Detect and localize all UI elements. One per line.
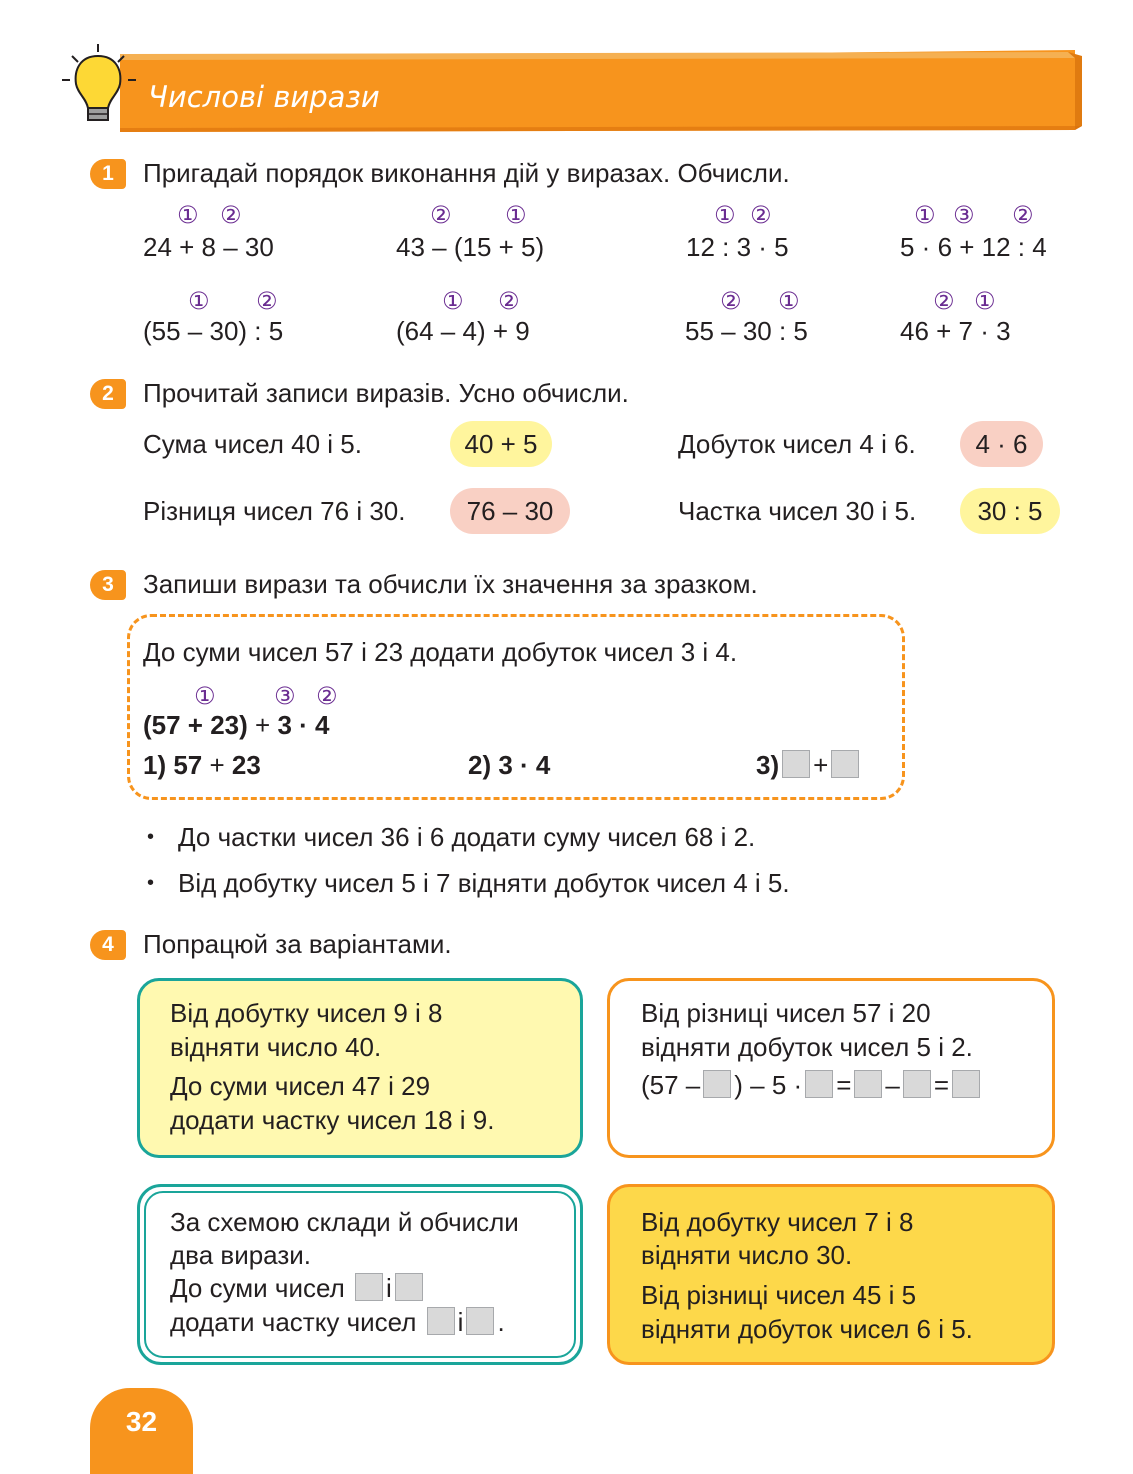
- order-mark: ②: [933, 287, 955, 315]
- bullet-text: Від добутку чисел 5 і 7 відняти добуток чисел 4 і 5.: [178, 868, 790, 898]
- card-line: відняти число 30.: [641, 1240, 853, 1270]
- card-line: До суми чисел 47 і 29: [170, 1071, 431, 1101]
- order-mark: ③: [953, 201, 975, 229]
- order-mark: ②: [430, 201, 452, 229]
- card-line: два вирази.: [170, 1240, 312, 1270]
- bullet-text: До частки чисел 36 і 6 додати суму чисел 68 і 2.: [178, 822, 756, 852]
- expression-pill: 4 · 6: [960, 421, 1043, 467]
- task2-instruction: Прочитай записи виразів. Усно обчисли.: [143, 378, 629, 408]
- order-mark: ①: [714, 201, 736, 229]
- card-line: За схемою склади й обчисли: [170, 1207, 519, 1237]
- expression: 43 – (15 + 5): [396, 232, 545, 262]
- task-number-4: 4: [90, 930, 126, 960]
- answer-box[interactable]: [782, 750, 810, 778]
- order-mark: ②: [220, 201, 242, 229]
- answer-box[interactable]: [355, 1273, 383, 1301]
- order-mark: ①: [188, 287, 210, 315]
- order-mark: ①: [505, 201, 527, 229]
- order-mark: ①: [194, 682, 216, 710]
- card-formula: (57 – ) – 5 · = – =: [641, 1070, 983, 1100]
- expression-pill: 76 – 30: [450, 488, 570, 534]
- page-title: Числові вирази: [148, 80, 380, 114]
- card-line: відняти добуток чисел 5 і 2.: [641, 1032, 973, 1062]
- expression: (55 – 30) : 5: [143, 316, 284, 346]
- answer-box[interactable]: [903, 1070, 931, 1098]
- bullet-icon: •: [147, 826, 155, 848]
- expression: (64 – 4) + 9: [396, 316, 530, 346]
- expression-pill: 40 + 5: [450, 421, 552, 467]
- phrase: Сума чисел 40 і 5.: [143, 429, 362, 459]
- phrase: Частка чисел 30 і 5.: [678, 496, 917, 526]
- sample-text: До суми чисел 57 і 23 додати добуток чисел 3 і 4.: [143, 637, 738, 667]
- task4-instruction: Попрацюй за варіантами.: [143, 929, 452, 959]
- task-number-3: 3: [90, 570, 126, 600]
- order-mark: ③: [274, 682, 296, 710]
- task3-instruction: Запиши вирази та обчисли їх значення за зразком.: [143, 569, 758, 599]
- sample-step-3: 3) +: [756, 750, 862, 780]
- order-mark: ②: [720, 287, 742, 315]
- card-line: додати частку чисел і .: [170, 1307, 505, 1337]
- order-mark: ①: [974, 287, 996, 315]
- lightbulb-icon: [58, 40, 138, 135]
- phrase: Добуток чисел 4 і 6.: [678, 429, 916, 459]
- order-mark: ②: [256, 287, 278, 315]
- order-mark: ①: [442, 287, 464, 315]
- sample-step-2: 2) 3 · 4: [468, 750, 551, 780]
- answer-box[interactable]: [703, 1070, 731, 1098]
- order-mark: ②: [1012, 201, 1034, 229]
- answer-box[interactable]: [854, 1070, 882, 1098]
- answer-box[interactable]: [952, 1070, 980, 1098]
- order-mark: ②: [498, 287, 520, 315]
- phrase: Різниця чисел 76 і 30.: [143, 496, 406, 526]
- card-line: До суми чисел і: [170, 1273, 426, 1303]
- sample-expression: (57 + 23) + 3 · 4: [143, 710, 330, 740]
- order-mark: ②: [750, 201, 772, 229]
- order-mark: ①: [177, 201, 199, 229]
- order-mark: ②: [316, 682, 338, 710]
- answer-box[interactable]: [831, 750, 859, 778]
- card-line: відняти добуток чисел 6 і 5.: [641, 1314, 973, 1344]
- answer-box[interactable]: [427, 1307, 455, 1335]
- answer-box[interactable]: [466, 1307, 494, 1335]
- expression: 5 · 6 + 12 : 4: [900, 232, 1047, 262]
- sample-step-1: 1) 57 + 23: [143, 750, 261, 780]
- expression: 24 + 8 – 30: [143, 232, 274, 262]
- expression: 12 : 3 · 5: [686, 232, 789, 262]
- expression: 55 – 30 : 5: [685, 316, 808, 346]
- page-number: 32: [125, 1406, 158, 1437]
- answer-box[interactable]: [395, 1273, 423, 1301]
- bullet-icon: •: [147, 872, 155, 894]
- order-mark: ①: [914, 201, 936, 229]
- expression: 46 + 7 · 3: [900, 316, 1011, 346]
- task1-instruction: Пригадай порядок виконання дій у виразах. Обчисли.: [143, 158, 790, 188]
- task-number-2: 2: [90, 379, 126, 409]
- card-line: Від різниці чисел 57 і 20: [641, 998, 931, 1028]
- task-number-1: 1: [90, 159, 126, 189]
- card-line: Від добутку чисел 9 і 8: [170, 998, 443, 1028]
- card-line: Від добутку чисел 7 і 8: [641, 1207, 914, 1237]
- order-mark: ①: [778, 287, 800, 315]
- answer-box[interactable]: [805, 1070, 833, 1098]
- card-line: додати частку чисел 18 і 9.: [170, 1105, 495, 1135]
- card-line: Від різниці чисел 45 і 5: [641, 1280, 917, 1310]
- card-line: відняти число 40.: [170, 1032, 382, 1062]
- expression-pill: 30 : 5: [960, 488, 1060, 534]
